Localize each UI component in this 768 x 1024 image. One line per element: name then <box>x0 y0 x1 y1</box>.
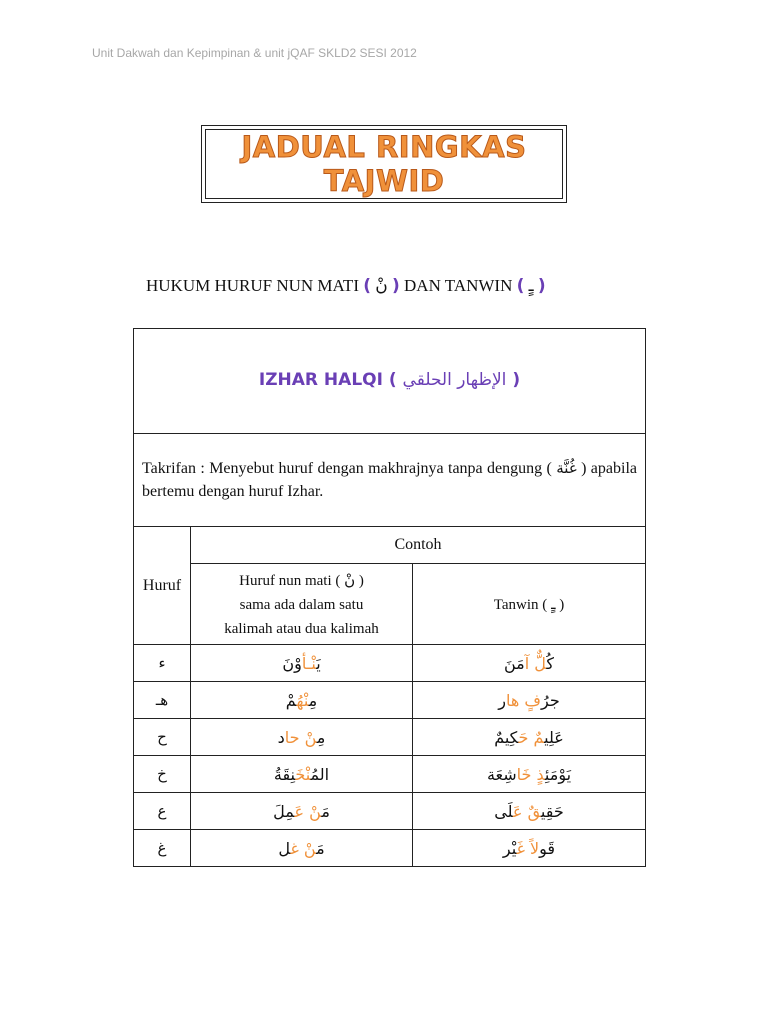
nun-example-part: نْ <box>311 653 317 673</box>
tanwin-example <box>413 682 646 719</box>
nun-example-part: ـأ <box>301 653 312 673</box>
example-row <box>134 756 646 793</box>
nun-example-part: مِ <box>308 690 318 710</box>
nun-example-part: نْهُ <box>296 690 309 710</box>
heading-nun-symbol: نْ <box>375 276 388 296</box>
nun-mati-example <box>191 756 413 793</box>
nun-example-part: يَ <box>316 653 321 673</box>
tanwin-example <box>413 793 646 830</box>
heading-tanwin-symbol: ـٍ <box>528 276 534 296</box>
nun-example-part: ل <box>278 838 291 858</box>
tanwin-example <box>413 645 646 682</box>
huruf-letter: ع <box>134 793 191 830</box>
nun-example-part: نْ <box>304 727 317 747</box>
tanwin-example-part: مَنَ <box>503 653 525 673</box>
nun-example-part: مَ <box>321 801 330 821</box>
nun-mati-example <box>191 719 413 756</box>
nun-example-part: عَ <box>294 801 310 821</box>
tanwin-example-part: ذٍ <box>536 764 545 784</box>
nun-example-part: مِلَ <box>273 801 295 821</box>
nun-example-part: د <box>277 727 285 747</box>
nun-example-part: نِقَةُ <box>273 764 296 784</box>
tanwin-header <box>413 564 646 645</box>
tanwin-example-part: عَلِي <box>544 727 564 747</box>
nun-col-symbol: نْ <box>344 570 356 589</box>
tanwin-example-part: شِعَة <box>486 764 517 784</box>
huruf-letter: ء <box>134 645 191 682</box>
title-box-inner <box>205 129 563 199</box>
header-note: Unit Dakwah dan Kepimpinan & unit jQAF SKLD2 SESI 2012 <box>92 46 417 60</box>
tanwin-example-part: كُ <box>546 653 555 673</box>
nun-example-part: مِ <box>316 727 326 747</box>
nun-example-part: نْ <box>309 801 322 821</box>
huruf-letter: غ <box>134 830 191 867</box>
nun-col-label-line2: sama ada dalam satu <box>239 596 364 613</box>
izhar-title-cell <box>134 329 646 434</box>
definition-cell <box>134 434 646 527</box>
title-line-2: TAJWID <box>323 164 445 198</box>
nun-example-part: حا <box>284 727 305 747</box>
example-row <box>134 645 646 682</box>
heading-close-paren: ) <box>392 276 400 296</box>
definition-before: Takrifan : Menyebut huruf dengan makhrajnya tanpa dengung ( <box>142 460 552 477</box>
nun-col-label-line3: kalimah atau dua kalimah <box>224 620 379 637</box>
tanwin-example-part: قَو <box>539 838 556 858</box>
tanwin-example-part: كِيمٌ <box>494 727 519 747</box>
huruf-letter: هـ <box>134 682 191 719</box>
tanwin-example-part: فٍ <box>524 690 541 710</box>
definition-text <box>142 457 637 503</box>
tanwin-example <box>413 719 646 756</box>
nun-mati-example <box>191 682 413 719</box>
tanwin-example-part: حَ <box>518 727 534 747</box>
heading-open-paren: ( <box>363 276 372 296</box>
nun-mati-example <box>191 793 413 830</box>
tanwin-col-symbol: ـٍ <box>551 594 556 613</box>
nun-example-part: وْنَ <box>282 653 302 673</box>
tanwin-example <box>413 830 646 867</box>
nun-example-part: مْ <box>285 690 297 710</box>
heading-close-paren-2: ) <box>537 276 546 296</box>
tajwid-table <box>133 328 646 867</box>
tanwin-example-part: حَقِي <box>540 801 564 821</box>
section-heading <box>146 276 546 296</box>
nun-mati-example <box>191 830 413 867</box>
huruf-letter: ح <box>134 719 191 756</box>
tanwin-example-part: آ <box>524 653 535 673</box>
definition-ghunnah: غُنَّة <box>556 459 577 477</box>
huruf-letter: خ <box>134 756 191 793</box>
tanwin-example-part: ر <box>498 690 506 710</box>
nun-example-part: المُ <box>310 764 330 784</box>
izhar-title-arabic: الإظهار الحلقي <box>402 370 507 390</box>
heading-prefix: HUKUM HURUF NUN MATI <box>146 276 359 295</box>
tanwin-example-part: ها <box>506 690 525 710</box>
contoh-header: Contoh <box>191 527 646 564</box>
tanwin-col-label-b: ) <box>559 596 565 613</box>
tanwin-example-part: لَى <box>494 801 513 821</box>
tanwin-example-part: لاً <box>530 838 540 858</box>
example-row <box>134 793 646 830</box>
huruf-header: Huruf <box>134 527 191 645</box>
nun-col-label-a: Huruf nun mati ( <box>239 572 341 589</box>
tanwin-example-part: خَا <box>516 764 537 784</box>
heading-open-paren-2: ( <box>516 276 525 296</box>
nun-example-part: مَ <box>316 838 325 858</box>
izhar-title-latin: IZHAR HALQI <box>258 370 383 390</box>
example-row <box>134 719 646 756</box>
tanwin-example <box>413 756 646 793</box>
izhar-title: IZHAR HALQI ( الإظهار الحلقي ) <box>258 370 521 390</box>
tanwin-col-label-a: Tanwin ( <box>493 596 548 613</box>
tanwin-example-part: مٌ <box>533 727 545 747</box>
definition-after: ) apabila bertemu dengan huruf Izhar. <box>142 460 637 500</box>
tanwin-example-part: يَوْمَئِ <box>544 764 572 784</box>
tanwin-example-part: لٌّ <box>534 653 547 673</box>
title-line-1: JADUAL RINGKAS <box>241 130 527 164</box>
tanwin-example-part: عَ <box>512 801 528 821</box>
tanwin-example-part: قٌ <box>527 801 541 821</box>
tanwin-example-part: غَ <box>516 838 531 858</box>
nun-mati-example <box>191 645 413 682</box>
title-box <box>201 125 567 203</box>
nun-example-part: نْ <box>303 838 317 858</box>
nun-col-label-b: ) <box>358 572 364 589</box>
tanwin-example-part: جرُ <box>541 690 560 710</box>
nun-mati-header <box>191 564 413 645</box>
heading-middle: DAN TANWIN <box>404 276 513 295</box>
example-row <box>134 830 646 867</box>
nun-example-part: غ <box>290 838 304 858</box>
example-row <box>134 682 646 719</box>
tanwin-example-part: يْر <box>502 838 517 858</box>
nun-example-part: نْخَ <box>295 764 311 784</box>
